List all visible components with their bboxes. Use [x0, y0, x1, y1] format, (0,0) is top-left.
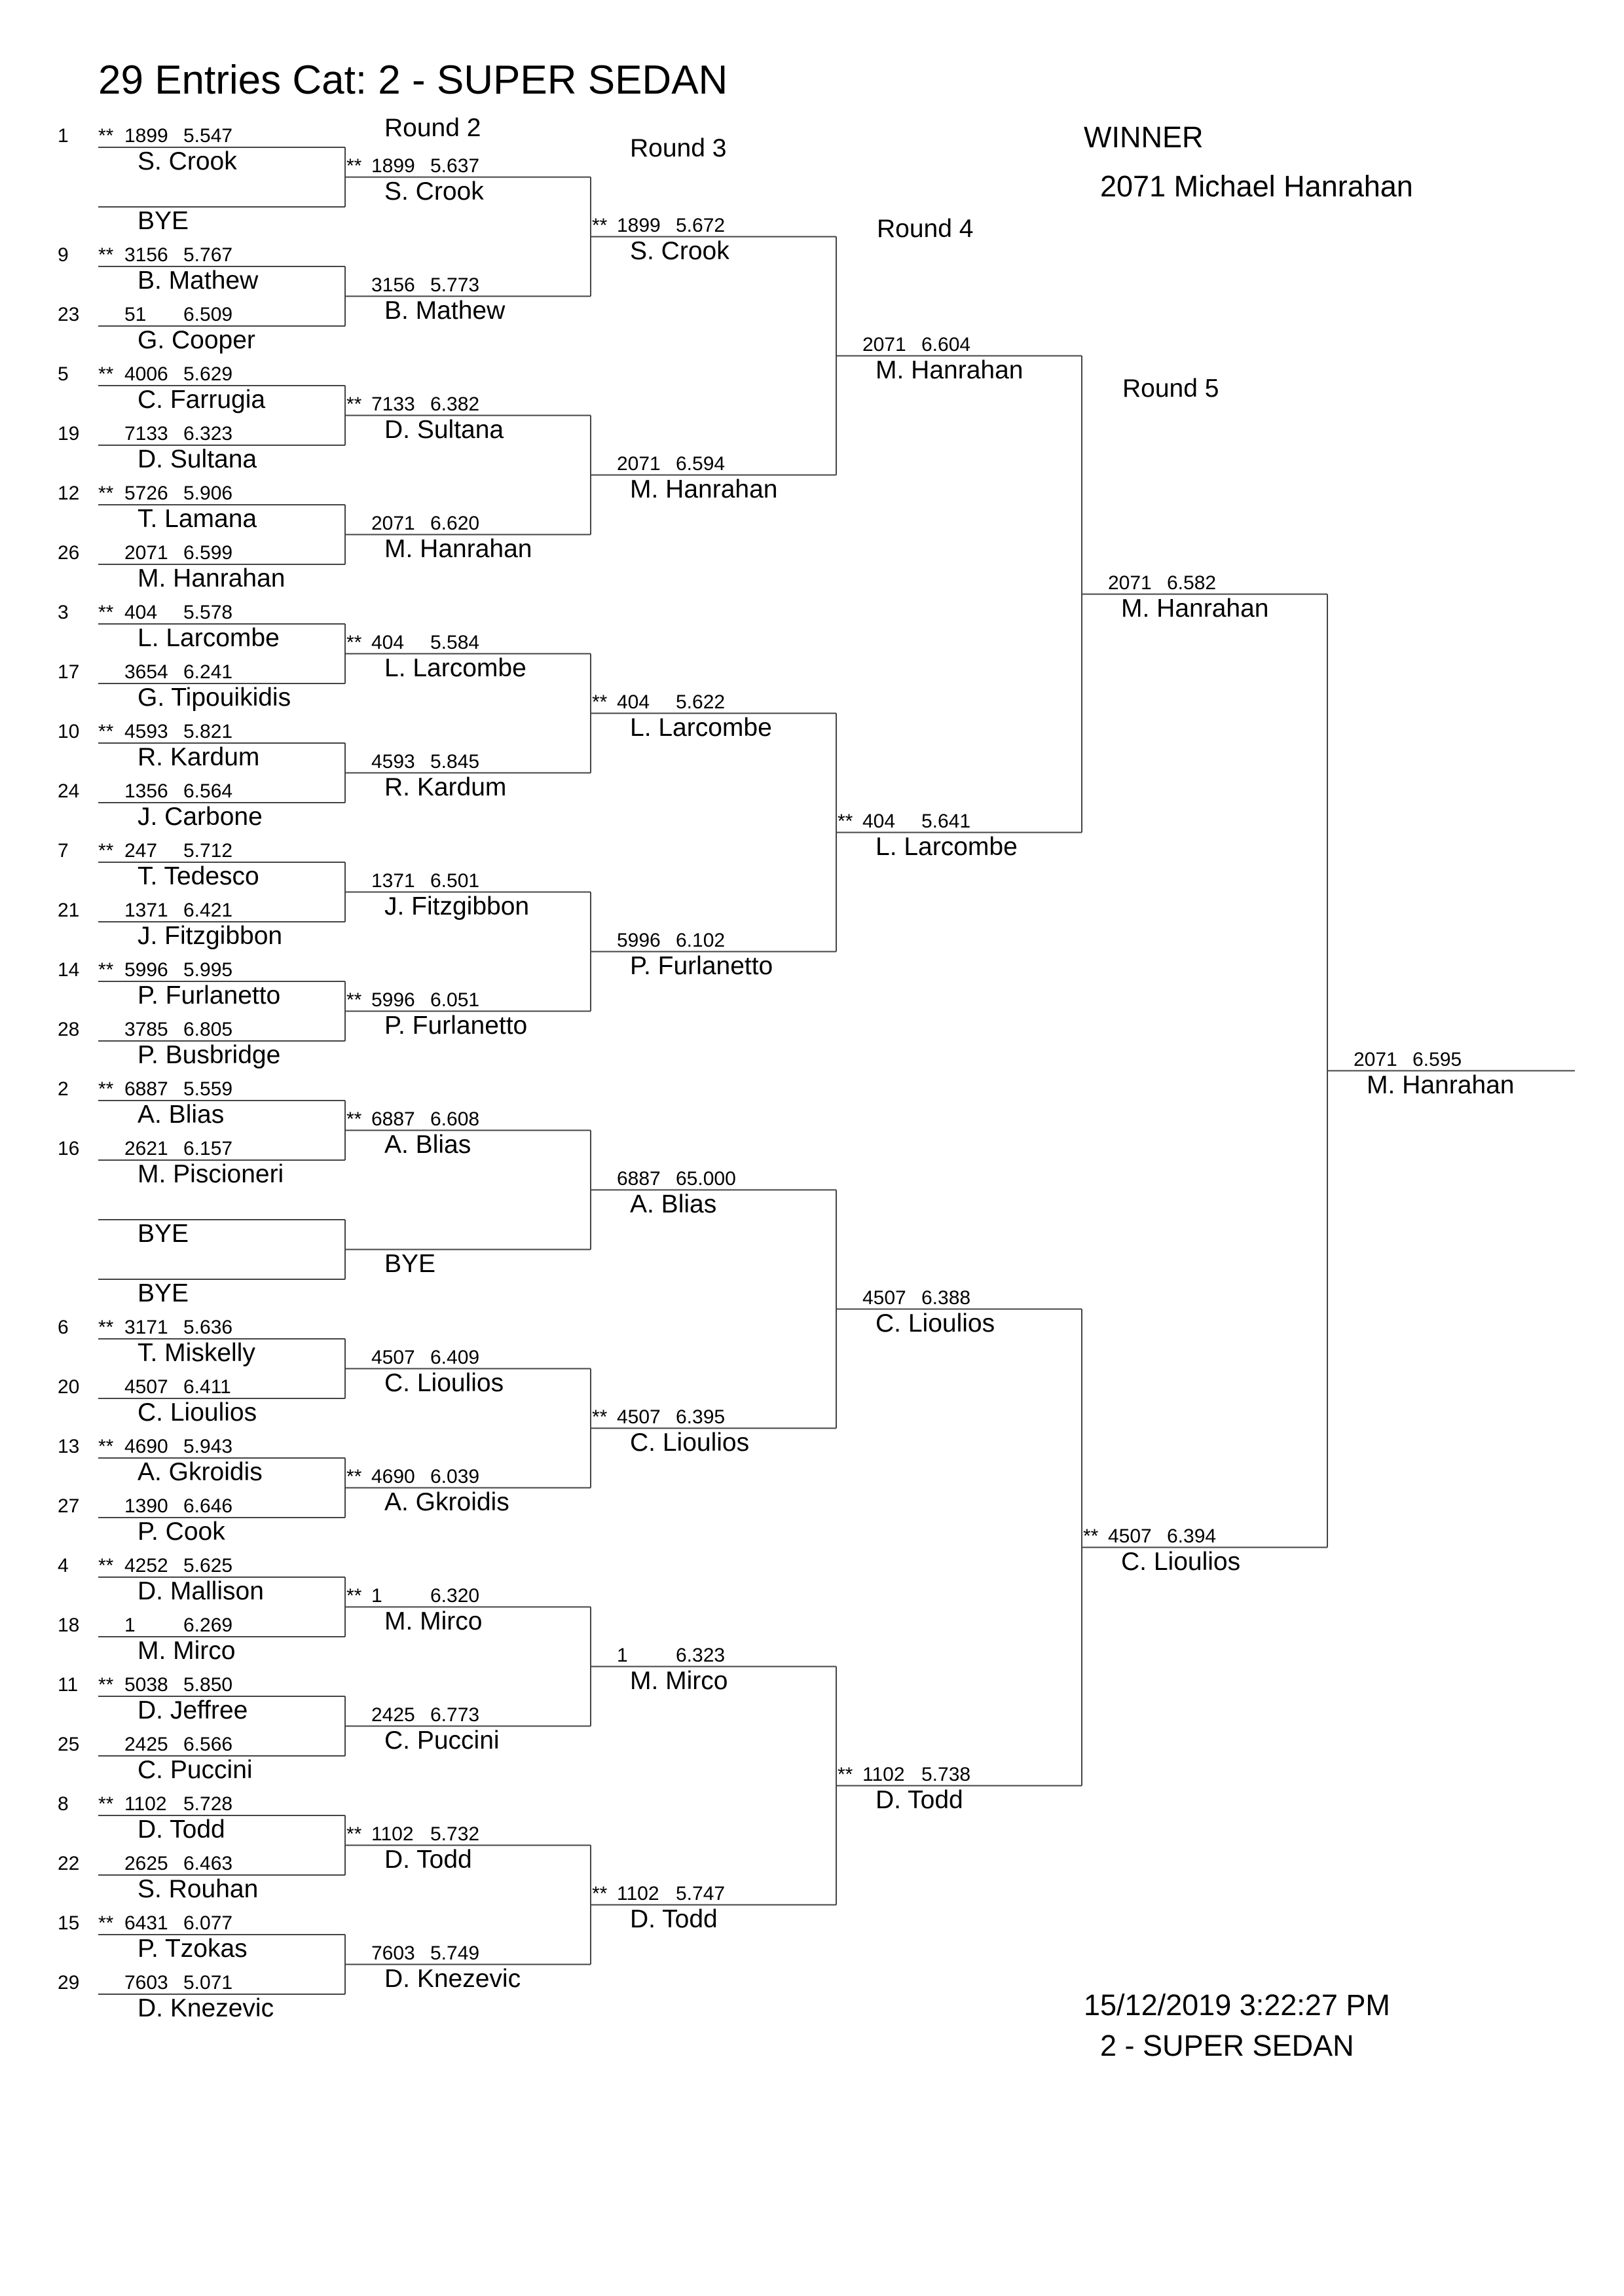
round2-entrant-name: R. Kardum	[384, 773, 507, 801]
round1-seed-number: 28	[58, 1019, 80, 1040]
round4-entrant-name: M. Hanrahan	[876, 355, 1024, 384]
round2-entrant-name: A. Gkroidis	[384, 1487, 509, 1516]
round3-entrant-name: M. Mirco	[630, 1666, 728, 1695]
round2-winner-mark: **	[346, 155, 362, 177]
round1-elapsed-time: 6.463	[183, 1853, 233, 1874]
round2-entrant-name: B. Mathew	[384, 296, 506, 325]
round2-entrant-name: P. Furlanetto	[384, 1011, 528, 1040]
round1-winner-mark: **	[98, 1317, 114, 1338]
round1-entrant-name: P. Busbridge	[138, 1041, 281, 1069]
round4-car-number: 1102	[862, 1763, 905, 1785]
round3-winner-mark: **	[592, 691, 608, 713]
round3-elapsed-time: 6.102	[676, 929, 726, 951]
round1-car-number: 7133	[124, 423, 168, 445]
round3-elapsed-time: 5.622	[676, 691, 726, 713]
round1-elapsed-time: 5.578	[183, 602, 233, 623]
round-2-label: Round 2	[384, 114, 481, 142]
round4-entrant-name: C. Lioulios	[876, 1309, 995, 1338]
round2-elapsed-time: 5.773	[430, 274, 480, 296]
round1-entrant-name: J. Fitzgibbon	[138, 922, 283, 950]
round-4-label: Round 4	[877, 215, 974, 243]
round1-winner-mark: **	[98, 244, 114, 266]
round1-entrant-name: D. Mallison	[138, 1577, 264, 1605]
round1-entrant-name: D. Knezevic	[138, 1994, 274, 2022]
round1-winner-mark: **	[98, 602, 114, 623]
round1-car-number: 5996	[124, 959, 168, 981]
round1-car-number: 404	[124, 602, 158, 623]
round1-entrant-name: G. Cooper	[138, 326, 255, 354]
round3-car-number: 1	[617, 1644, 628, 1666]
winner-name: 2071 Michael Hanrahan	[1100, 170, 1413, 203]
round1-elapsed-time: 6.157	[183, 1138, 233, 1159]
round1-entrant-name: BYE	[138, 207, 189, 235]
round2-entrant-name: S. Crook	[384, 177, 484, 206]
round1-elapsed-time: 6.599	[183, 542, 233, 564]
round1-car-number: 3156	[124, 244, 168, 266]
round2-winner-mark: **	[346, 1584, 362, 1607]
round3-entrant-name: L. Larcombe	[630, 713, 772, 742]
round1-elapsed-time: 6.646	[183, 1495, 233, 1517]
round1-seed-number: 24	[58, 780, 80, 802]
round1-entrant-name: R. Kardum	[138, 743, 260, 771]
round2-car-number: 6887	[371, 1108, 415, 1130]
round1-elapsed-time: 5.547	[183, 125, 233, 147]
round2-entrant-name: A. Blias	[384, 1130, 471, 1159]
round1-car-number: 2425	[124, 1734, 168, 1755]
round1-elapsed-time: 6.564	[183, 780, 233, 802]
round1-car-number: 4252	[124, 1555, 168, 1576]
printed-category: 2 - SUPER SEDAN	[1100, 2029, 1354, 2062]
round3-elapsed-time: 5.672	[676, 214, 726, 236]
round1-seed-number: 5	[58, 363, 69, 385]
round1-entrant-name: C. Farrugia	[138, 386, 266, 414]
round2-winner-mark: **	[346, 393, 362, 415]
round1-entrant-name: P. Furlanetto	[138, 981, 281, 1010]
round2-car-number: 7133	[371, 393, 415, 415]
round1-entrant-name: S. Rouhan	[138, 1875, 259, 1903]
round1-elapsed-time: 6.323	[183, 423, 233, 445]
round1-car-number: 3171	[124, 1317, 168, 1338]
round3-elapsed-time: 6.395	[676, 1406, 726, 1428]
round1-car-number: 4593	[124, 721, 168, 742]
round3-winner-mark: **	[592, 1882, 608, 1904]
round1-elapsed-time: 6.411	[183, 1376, 231, 1398]
round1-seed-number: 2	[58, 1078, 69, 1100]
round1-car-number: 2071	[124, 542, 168, 564]
round4-entrant-name: L. Larcombe	[876, 832, 1018, 861]
round1-winner-mark: **	[98, 1555, 114, 1576]
round2-car-number: 7603	[371, 1942, 415, 1964]
round4-winner-mark: **	[838, 1763, 853, 1785]
round1-entrant-name: C. Lioulios	[138, 1398, 257, 1427]
round2-entrant-name: D. Todd	[384, 1845, 472, 1874]
round1-entrant-name: L. Larcombe	[138, 624, 280, 652]
round3-elapsed-time: 6.594	[676, 452, 726, 475]
round1-seed-number: 29	[58, 1972, 80, 1994]
round1-seed-number: 22	[58, 1853, 80, 1874]
round3-elapsed-time: 65.000	[676, 1167, 736, 1190]
round1-car-number: 51	[124, 304, 147, 325]
round2-entrant-name: BYE	[384, 1249, 436, 1278]
round1-car-number: 247	[124, 840, 158, 862]
round1-entrant-name: BYE	[138, 1279, 189, 1307]
round1-winner-mark: **	[98, 1078, 114, 1100]
round1-elapsed-time: 5.625	[183, 1555, 233, 1576]
round2-car-number: 4690	[371, 1465, 415, 1487]
round1-elapsed-time: 6.269	[183, 1614, 233, 1636]
round2-elapsed-time: 6.620	[430, 512, 480, 534]
round1-seed-number: 11	[58, 1674, 79, 1696]
round2-elapsed-time: 5.732	[430, 1823, 480, 1845]
round2-elapsed-time: 5.637	[430, 155, 480, 177]
round2-winner-mark: **	[346, 1823, 362, 1845]
round2-entrant-name: L. Larcombe	[384, 653, 526, 682]
round3-entrant-name: C. Lioulios	[630, 1428, 750, 1457]
round3-car-number: 4507	[617, 1406, 661, 1428]
round1-elapsed-time: 6.077	[183, 1912, 233, 1934]
round1-entrant-name: B. Mathew	[138, 266, 259, 295]
round1-seed-number: 9	[58, 244, 69, 266]
round2-winner-mark: **	[346, 989, 362, 1011]
final-entrant-name: M. Hanrahan	[1367, 1070, 1515, 1099]
round4-elapsed-time: 6.388	[921, 1286, 971, 1309]
round1-car-number: 1	[124, 1614, 136, 1636]
round1-seed-number: 25	[58, 1734, 80, 1755]
round1-seed-number: 4	[58, 1555, 69, 1576]
round1-seed-number: 17	[58, 661, 80, 683]
round1-winner-mark: **	[98, 125, 114, 147]
round1-seed-number: 19	[58, 423, 80, 445]
round2-elapsed-time: 6.051	[430, 989, 480, 1011]
round1-elapsed-time: 5.995	[183, 959, 233, 981]
round3-entrant-name: P. Furlanetto	[630, 951, 773, 980]
round1-seed-number: 16	[58, 1138, 80, 1159]
round1-seed-number: 3	[58, 602, 69, 623]
round1-car-number: 4690	[124, 1436, 168, 1457]
round5-car-number: 2071	[1108, 572, 1152, 594]
winner-label: WINNER	[1084, 120, 1204, 154]
round2-elapsed-time: 6.501	[430, 869, 480, 892]
round5-entrant-name: C. Lioulios	[1121, 1547, 1241, 1576]
round2-winner-mark: **	[346, 1465, 362, 1487]
round2-entrant-name: M. Mirco	[384, 1607, 483, 1635]
round1-car-number: 2621	[124, 1138, 168, 1159]
round1-car-number: 1371	[124, 900, 168, 921]
round3-winner-mark: **	[592, 214, 608, 236]
printed-datetime: 15/12/2019 3:22:27 PM	[1084, 1988, 1390, 2022]
round1-elapsed-time: 5.850	[183, 1674, 233, 1696]
round1-entrant-name: A. Blias	[138, 1101, 225, 1129]
round2-car-number: 1899	[371, 155, 415, 177]
round3-entrant-name: A. Blias	[630, 1190, 717, 1218]
round2-car-number: 3156	[371, 274, 415, 296]
round3-car-number: 6887	[617, 1167, 661, 1190]
round2-entrant-name: C. Puccini	[384, 1726, 500, 1755]
round2-entrant-name: D. Sultana	[384, 415, 504, 444]
round1-car-number: 5038	[124, 1674, 168, 1696]
round1-entrant-name: M. Mirco	[138, 1637, 236, 1665]
round1-elapsed-time: 6.566	[183, 1734, 233, 1755]
round1-car-number: 6887	[124, 1078, 168, 1100]
round1-entrant-name: S. Crook	[138, 147, 237, 175]
round2-car-number: 4593	[371, 750, 415, 773]
round2-elapsed-time: 6.382	[430, 393, 480, 415]
round5-elapsed-time: 6.582	[1167, 572, 1217, 594]
round1-elapsed-time: 5.728	[183, 1793, 233, 1815]
round1-winner-mark: **	[98, 363, 114, 385]
round2-elapsed-time: 5.845	[430, 750, 480, 773]
round2-winner-mark: **	[346, 1108, 362, 1130]
round2-elapsed-time: 5.749	[430, 1942, 480, 1964]
round1-car-number: 1899	[124, 125, 168, 147]
round2-car-number: 1102	[371, 1823, 414, 1845]
round4-winner-mark: **	[838, 810, 853, 832]
round4-elapsed-time: 5.641	[921, 810, 971, 832]
round-3-label: Round 3	[630, 134, 727, 162]
round1-seed-number: 10	[58, 721, 80, 742]
round4-car-number: 404	[862, 810, 896, 832]
round1-winner-mark: **	[98, 1793, 114, 1815]
round1-entrant-name: D. Sultana	[138, 445, 257, 473]
round1-entrant-name: BYE	[138, 1220, 189, 1248]
round1-winner-mark: **	[98, 959, 114, 981]
round1-entrant-name: D. Jeffree	[138, 1696, 248, 1724]
round2-entrant-name: D. Knezevic	[384, 1964, 521, 1993]
round2-entrant-name: C. Lioulios	[384, 1368, 504, 1397]
round1-seed-number: 13	[58, 1436, 80, 1457]
round5-elapsed-time: 6.394	[1167, 1525, 1217, 1547]
round1-car-number: 1356	[124, 780, 168, 802]
round1-entrant-name: T. Miskelly	[138, 1339, 255, 1367]
round1-winner-mark: **	[98, 840, 114, 862]
round5-entrant-name: M. Hanrahan	[1121, 594, 1269, 623]
round1-winner-mark: **	[98, 1912, 114, 1934]
round1-seed-number: 1	[58, 125, 69, 147]
round3-car-number: 1102	[617, 1882, 659, 1904]
round1-seed-number: 26	[58, 542, 80, 564]
round2-entrant-name: J. Fitzgibbon	[384, 892, 530, 920]
round1-seed-number: 8	[58, 1793, 69, 1815]
round1-winner-mark: **	[98, 1436, 114, 1457]
round1-entrant-name: M. Piscioneri	[138, 1160, 284, 1188]
round1-elapsed-time: 6.805	[183, 1019, 233, 1040]
round1-elapsed-time: 6.241	[183, 661, 233, 683]
round3-winner-mark: **	[592, 1406, 608, 1428]
round1-elapsed-time: 5.636	[183, 1317, 233, 1338]
round3-car-number: 404	[617, 691, 650, 713]
round3-car-number: 2071	[617, 452, 661, 475]
round1-entrant-name: D. Todd	[138, 1815, 225, 1844]
round2-car-number: 404	[371, 631, 405, 653]
round1-elapsed-time: 5.943	[183, 1436, 233, 1457]
round1-entrant-name: P. Cook	[138, 1518, 225, 1546]
round2-car-number: 1371	[371, 869, 415, 892]
round2-car-number: 2425	[371, 1704, 415, 1726]
round2-car-number: 5996	[371, 989, 415, 1011]
round1-seed-number: 14	[58, 959, 80, 981]
round1-car-number: 1390	[124, 1495, 168, 1517]
round1-car-number: 5726	[124, 483, 168, 504]
round5-car-number: 4507	[1108, 1525, 1152, 1547]
round5-winner-mark: **	[1083, 1525, 1099, 1547]
round1-car-number: 3654	[124, 661, 168, 683]
round1-elapsed-time: 5.712	[183, 840, 233, 862]
page-title: 29 Entries Cat: 2 - SUPER SEDAN	[98, 58, 728, 103]
round1-entrant-name: J. Carbone	[138, 803, 263, 831]
round2-elapsed-time: 6.773	[430, 1704, 480, 1726]
round1-car-number: 4507	[124, 1376, 168, 1398]
final-elapsed-time: 6.595	[1412, 1048, 1462, 1070]
round3-entrant-name: M. Hanrahan	[630, 475, 778, 503]
round1-entrant-name: T. Tedesco	[138, 862, 259, 890]
round4-car-number: 2071	[862, 333, 906, 355]
round1-entrant-name: C. Puccini	[138, 1756, 253, 1784]
round4-elapsed-time: 5.738	[921, 1763, 971, 1785]
round1-elapsed-time: 5.629	[183, 363, 233, 385]
round2-winner-mark: **	[346, 631, 362, 653]
round4-entrant-name: D. Todd	[876, 1785, 963, 1814]
round2-car-number: 1	[371, 1584, 382, 1607]
round1-winner-mark: **	[98, 721, 114, 742]
round1-seed-number: 15	[58, 1912, 80, 1934]
round1-entrant-name: G. Tipouikidis	[138, 683, 291, 712]
round1-car-number: 7603	[124, 1972, 168, 1994]
round1-seed-number: 20	[58, 1376, 80, 1398]
round1-seed-number: 6	[58, 1317, 69, 1338]
round3-car-number: 1899	[617, 214, 661, 236]
round1-elapsed-time: 6.509	[183, 304, 233, 325]
round2-entrant-name: M. Hanrahan	[384, 534, 532, 563]
round1-car-number: 6431	[124, 1912, 168, 1934]
round2-elapsed-time: 6.039	[430, 1465, 480, 1487]
round3-entrant-name: D. Todd	[630, 1904, 718, 1933]
round4-elapsed-time: 6.604	[921, 333, 971, 355]
round-5-label: Round 5	[1122, 374, 1219, 403]
round1-elapsed-time: 5.559	[183, 1078, 233, 1100]
round2-elapsed-time: 6.320	[430, 1584, 480, 1607]
round1-elapsed-time: 5.821	[183, 721, 233, 742]
round1-elapsed-time: 5.071	[183, 1972, 233, 1994]
round1-seed-number: 18	[58, 1614, 80, 1636]
round1-car-number: 1102	[124, 1793, 167, 1815]
round3-elapsed-time: 6.323	[676, 1644, 726, 1666]
round3-car-number: 5996	[617, 929, 661, 951]
final-car-number: 2071	[1354, 1048, 1397, 1070]
round1-seed-number: 7	[58, 840, 69, 862]
round2-car-number: 2071	[371, 512, 415, 534]
round1-winner-mark: **	[98, 1674, 114, 1696]
round2-elapsed-time: 5.584	[430, 631, 480, 653]
round1-elapsed-time: 5.906	[183, 483, 233, 504]
round1-elapsed-time: 5.767	[183, 244, 233, 266]
round1-seed-number: 27	[58, 1495, 80, 1517]
round1-seed-number: 21	[58, 900, 80, 921]
round1-winner-mark: **	[98, 483, 114, 504]
round2-elapsed-time: 6.409	[430, 1346, 480, 1368]
round2-elapsed-time: 6.608	[430, 1108, 480, 1130]
round1-entrant-name: P. Tzokas	[138, 1935, 248, 1963]
round1-car-number: 2625	[124, 1853, 168, 1874]
round1-entrant-name: T. Lamana	[138, 505, 257, 533]
round4-car-number: 4507	[862, 1286, 906, 1309]
round3-elapsed-time: 5.747	[676, 1882, 726, 1904]
round2-car-number: 4507	[371, 1346, 415, 1368]
round1-seed-number: 12	[58, 483, 80, 504]
round1-car-number: 3785	[124, 1019, 168, 1040]
round1-elapsed-time: 6.421	[183, 900, 233, 921]
round1-car-number: 4006	[124, 363, 168, 385]
round1-seed-number: 23	[58, 304, 80, 325]
round3-entrant-name: S. Crook	[630, 236, 729, 265]
round1-entrant-name: A. Gkroidis	[138, 1458, 263, 1486]
round1-entrant-name: M. Hanrahan	[138, 564, 286, 592]
